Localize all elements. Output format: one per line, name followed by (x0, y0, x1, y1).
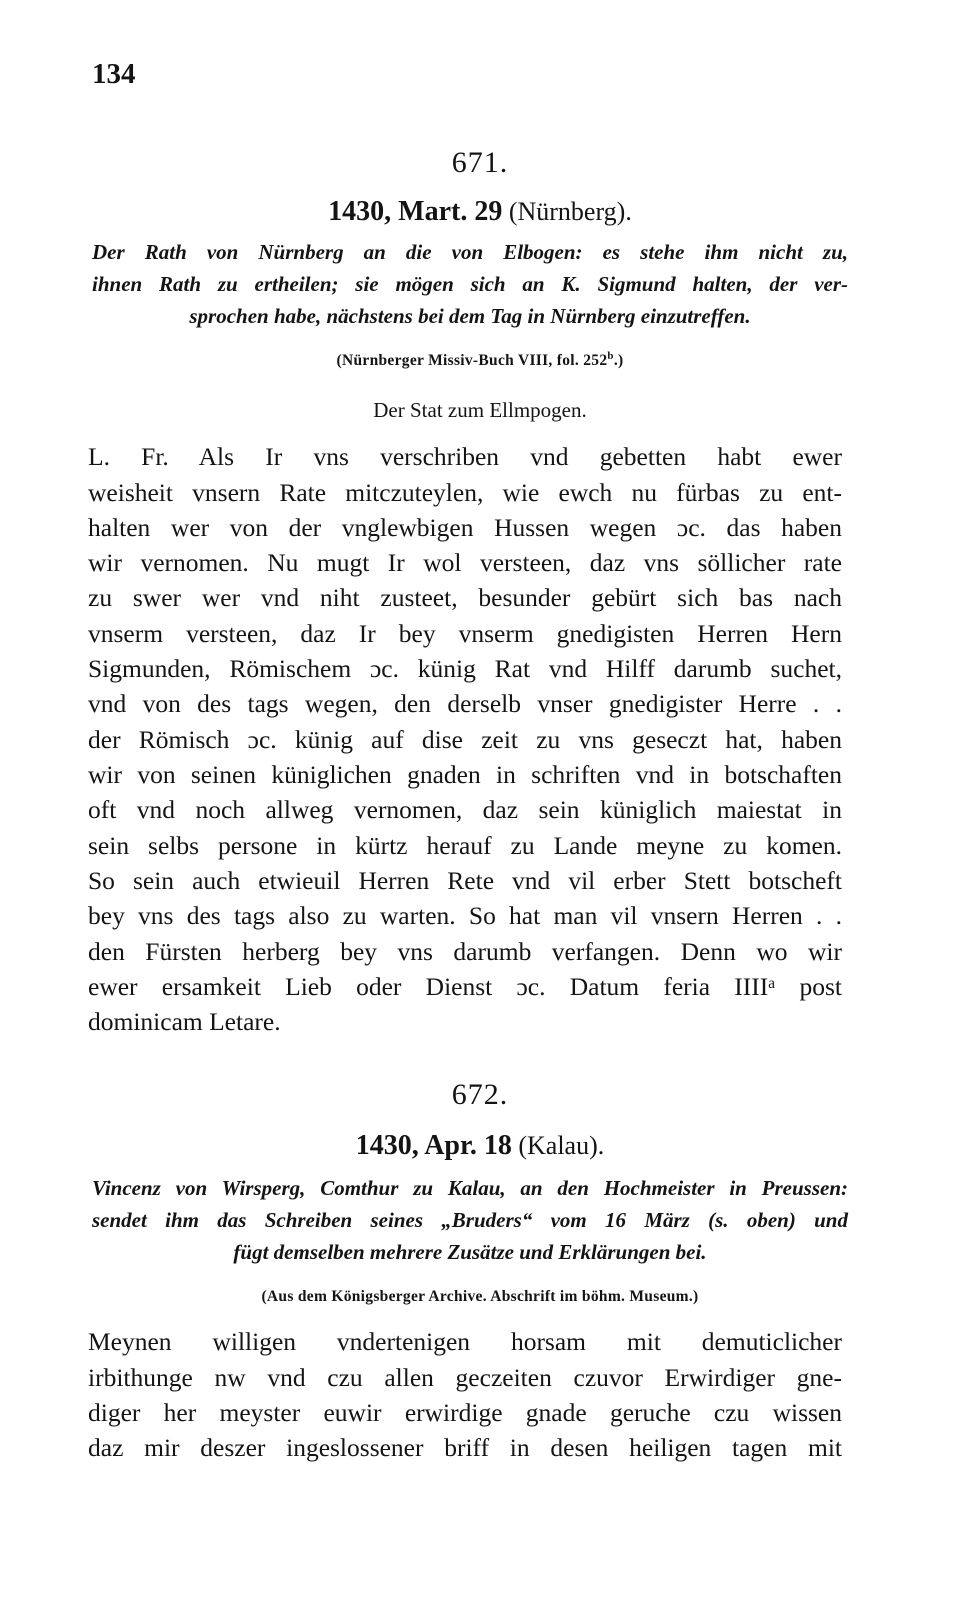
source-superscript: b (607, 350, 614, 362)
text-line: weisheit vnsern Rate mitczuteylen, wie ewch nu fürbas zu ent- (88, 478, 842, 507)
text-line: halten wer von der vnglewbigen Hussen wegen ɔc. das haben (88, 513, 842, 542)
source-text: (Nürnberger Missiv-Buch VIII, fol. 252 (336, 352, 608, 370)
summary-line: Der Rath von Nürnberg an die von Elbogen: es stehe ihm nicht zu, (92, 240, 848, 264)
text-line: Meynen willigen vndertenigen horsam mit demuticlicher (88, 1327, 842, 1356)
document-date: 1430, Apr. 18 (355, 1130, 512, 1161)
text-line: ewer ersamkeit Lieb oder Dienst ɔc. Datum feria IIIIᵃ post (88, 972, 842, 1001)
text-line: vnserm versteen, daz Ir bey vnserm gnedigisten Herren Hern (88, 619, 842, 648)
source-reference: (Aus dem Königsberger Archive. Abschrift im böhm. Museum.) (261, 1288, 699, 1305)
text-line: dominicam Letare. (88, 1007, 281, 1036)
summary-line: Vincenz von Wirsperg, Comthur zu Kalau, an den Hochmeister in Preussen: (92, 1176, 848, 1200)
summary-line: sendet ihm das Schreiben seines „Bruders“ vom 16 März (s. oben) und (92, 1208, 848, 1232)
text-line: sein selbs persone in kürtz herauf zu Lande meyne zu komen. (88, 831, 842, 860)
text-line: diger her meyster euwir erwirdige gnade geruche czu wissen (88, 1398, 842, 1427)
summary-line: fügt demselben mehrere Zusätze und Erklärungen bei. (233, 1240, 707, 1264)
letter-address: Der Stat zum Ellmpogen. (373, 398, 587, 422)
text-line: oft vnd noch allweg vernomen, daz sein küniglich maiestat in (88, 795, 842, 824)
page-number: 134 (92, 58, 136, 90)
text-line: irbithunge nw vnd czu allen geczeiten czuvor Erwirdiger gne- (88, 1363, 842, 1392)
text-line: daz mir deszer ingeslossener briff in desen heiligen tagen mit (88, 1433, 842, 1462)
text-line: vnd von des tags wegen, den derselb vnser gnedigister Herre . . (88, 689, 842, 718)
document-date-line (0, 1130, 960, 1162)
document-date: 1430, Mart. 29 (328, 196, 503, 227)
source-text-end: .) (613, 352, 624, 370)
source-reference (0, 350, 960, 370)
text-line: zu swer wer vnd niht zusteet, besunder gebürt sich bas nach (88, 583, 842, 612)
document-number: 671. (451, 146, 509, 179)
text-line: wir vernomen. Nu mugt Ir wol versteen, daz vns söllicher rate (88, 548, 842, 577)
summary-line: sprochen habe, nächstens bei dem Tag in Nürnberg einzutreffen. (189, 304, 751, 328)
document-date-line (0, 196, 960, 228)
text-line: bey vns des tags also zu warten. So hat man vil vnsern Herren . . (88, 901, 842, 930)
text-line: wir von seinen küniglichen gnaden in schriften vnd in botschaften (88, 760, 842, 789)
text-line: der Römisch ɔc. künig auf dise zeit zu vns geseczt hat, haben (88, 725, 842, 754)
document-place: (Kalau). (518, 1131, 605, 1160)
summary-line: ihnen Rath zu ertheilen; sie mögen sich an K. Sigmund halten, der ver- (92, 272, 848, 296)
text-line: L. Fr. Als Ir vns verschriben vnd gebetten habt ewer (88, 442, 842, 471)
text-line: den Fürsten herberg bey vns darumb verfangen. Denn wo wir (88, 937, 842, 966)
document-number: 672. (451, 1078, 509, 1111)
text-line: Sigmunden, Römischem ɔc. künig Rat vnd Hilff darumb suchet, (88, 654, 842, 683)
document-place: (Nürnberg). (508, 197, 632, 226)
text-line: So sein auch etwieuil Herren Rete vnd vil erber Stett botscheft (88, 866, 842, 895)
